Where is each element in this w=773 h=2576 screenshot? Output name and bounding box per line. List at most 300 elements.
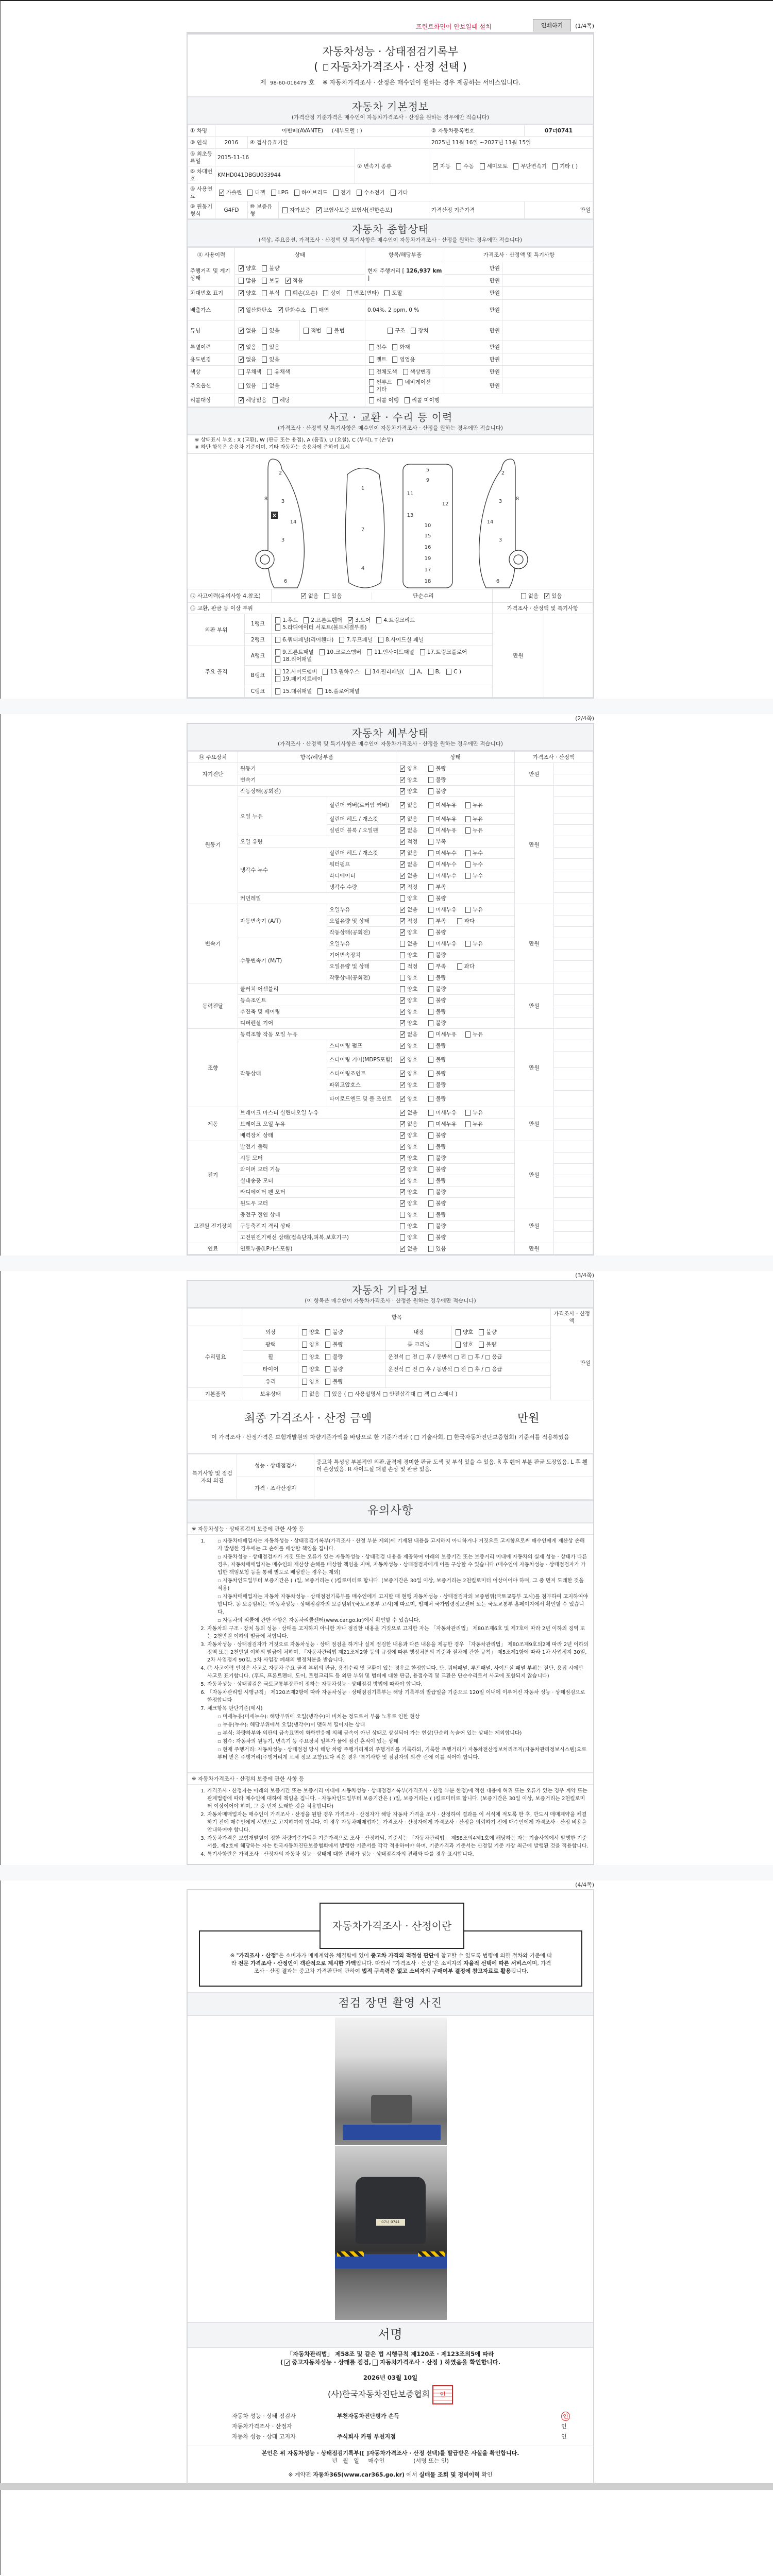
checkbox[interactable] [465,816,470,822]
checkbox-option[interactable] [427,776,446,784]
checkbox[interactable] [285,278,291,284]
checkbox-option[interactable] [293,189,328,196]
checkbox[interactable] [428,941,433,947]
checkbox-option[interactable] [377,636,424,643]
checkbox-option[interactable] [398,1020,417,1027]
checkbox[interactable] [456,1342,461,1348]
checkbox-option[interactable] [464,1109,483,1116]
checkbox-option[interactable] [391,344,410,351]
checkbox-option[interactable] [367,368,397,376]
checkbox[interactable] [316,207,322,213]
checkbox-option[interactable] [364,668,404,675]
checkbox-option[interactable] [398,1008,417,1015]
checkbox[interactable] [428,907,433,913]
checkbox[interactable] [302,1391,307,1397]
checkbox[interactable] [400,1234,405,1241]
checkbox-option[interactable] [427,1223,446,1230]
checkbox[interactable] [271,190,276,196]
checkbox[interactable] [239,265,244,272]
checkbox[interactable] [400,1144,405,1150]
checkbox-option[interactable] [274,668,317,675]
checkbox[interactable] [392,357,397,363]
checkbox[interactable] [339,637,344,643]
checkbox[interactable] [400,1096,405,1102]
checkbox[interactable] [403,369,408,375]
checkbox[interactable] [428,1234,433,1241]
checkbox-option[interactable] [332,189,351,196]
checkbox[interactable] [411,328,416,334]
checkbox[interactable] [262,265,267,272]
checkbox-option[interactable] [427,802,457,809]
checkbox[interactable] [428,1020,433,1026]
checkbox-option[interactable] [324,1341,343,1348]
checkbox-option[interactable] [310,307,329,314]
checkbox-option[interactable] [237,290,256,297]
checkbox[interactable] [275,676,280,682]
checkbox[interactable] [428,963,433,970]
checkbox[interactable] [456,163,461,170]
checkbox[interactable] [320,649,325,655]
checkbox[interactable] [457,963,462,970]
checkbox-option[interactable] [300,1353,320,1361]
checkbox-option[interactable] [383,290,402,297]
checkbox-option[interactable] [427,997,446,1004]
checkbox-option[interactable] [427,788,446,795]
checkbox-option[interactable] [519,592,539,600]
checkbox[interactable] [378,637,383,643]
checkbox-option[interactable] [325,327,344,334]
checkbox-option[interactable] [477,1341,496,1348]
checkbox[interactable] [465,827,470,834]
checkbox-option[interactable] [274,688,312,695]
checkbox-option[interactable] [355,189,385,196]
checkbox[interactable] [239,383,244,389]
checkbox-option[interactable] [367,344,386,351]
price-survey-checkbox[interactable] [323,64,328,71]
checkbox-option[interactable] [398,1177,417,1184]
checkbox-option[interactable] [367,386,386,393]
checkbox[interactable] [400,1212,405,1218]
checkbox-option[interactable] [324,1329,343,1336]
checkbox[interactable] [285,290,291,296]
checkbox-option[interactable] [398,1245,417,1252]
checkbox-option[interactable] [265,368,290,376]
checkbox-option[interactable] [398,788,417,795]
checkbox[interactable] [325,1391,330,1397]
checkbox-option[interactable] [427,895,446,902]
checkbox[interactable] [400,766,405,772]
checkbox-option[interactable] [398,997,417,1004]
checkbox-option[interactable] [401,368,431,376]
checkbox-option[interactable] [427,1200,446,1207]
checkbox[interactable] [405,397,410,403]
checkbox-option[interactable] [464,872,483,879]
checkbox[interactable] [302,1366,307,1372]
checkbox-option[interactable] [276,307,306,314]
checkbox[interactable] [400,1246,405,1252]
checkbox-option[interactable] [398,906,417,913]
checkbox[interactable] [275,688,280,694]
checkbox[interactable] [410,669,415,675]
checkbox[interactable] [365,669,371,675]
checkbox[interactable] [304,617,309,623]
checkbox-option[interactable] [427,1189,446,1196]
checkbox-option[interactable] [398,1189,417,1196]
checkbox[interactable] [428,839,433,845]
checkbox[interactable] [428,1155,433,1161]
checkbox-option[interactable] [398,776,417,784]
checkbox-option[interactable] [464,940,483,947]
checkbox[interactable] [428,986,433,992]
checkbox[interactable] [275,669,280,675]
checkbox[interactable] [428,788,433,794]
checkbox[interactable] [219,190,224,196]
checkbox[interactable] [465,941,470,947]
checkbox-option[interactable] [427,963,446,970]
checkbox-option[interactable] [398,940,417,947]
checkbox-option[interactable] [237,344,256,351]
checkbox-option[interactable] [427,1042,446,1049]
checkbox-option[interactable] [464,802,483,809]
checkbox[interactable] [465,1031,470,1038]
checkbox-option[interactable] [271,397,290,404]
checkbox-option[interactable] [464,850,483,857]
checkbox-option[interactable] [478,163,508,170]
checkbox-option[interactable] [274,656,312,663]
checkbox[interactable] [262,290,267,296]
checkbox-option[interactable] [260,327,279,334]
checkbox-option[interactable] [217,189,242,196]
checkbox[interactable] [267,369,272,375]
checkbox[interactable] [480,163,485,170]
checkbox-option[interactable] [427,986,446,993]
checkbox[interactable] [428,669,433,675]
checkbox[interactable] [262,344,267,350]
checkbox[interactable] [400,941,405,947]
checkbox-option[interactable] [274,649,314,656]
checkbox-option[interactable] [284,290,318,297]
checkbox[interactable] [239,369,244,375]
checkbox[interactable] [428,1132,433,1139]
checkbox[interactable] [428,816,433,822]
checkbox-option[interactable] [398,1166,417,1173]
checkbox[interactable] [376,617,381,623]
checkbox-option[interactable] [270,189,289,196]
checkbox-option[interactable] [375,617,415,624]
checkbox-option[interactable] [456,918,475,925]
checkbox[interactable] [247,190,253,196]
checkbox-option[interactable] [427,940,457,947]
checkbox[interactable] [323,290,328,296]
checkbox[interactable] [325,1342,330,1348]
checkbox[interactable] [302,1329,307,1335]
checkbox[interactable] [465,861,470,868]
checkbox[interactable] [239,328,244,334]
checkbox[interactable] [273,397,278,403]
checkbox-option[interactable] [346,617,371,624]
checkbox-option[interactable] [323,592,342,600]
checkbox[interactable] [428,1144,433,1150]
checkbox-option[interactable] [398,929,417,936]
checkbox[interactable] [400,1031,405,1038]
checkbox-option[interactable] [512,163,547,170]
checkbox-option[interactable] [274,636,333,643]
checkbox[interactable] [479,1342,484,1348]
checkbox-option[interactable] [464,827,483,834]
checkbox[interactable] [325,1329,330,1335]
checkbox[interactable] [400,963,405,970]
checkbox-option[interactable] [315,207,392,214]
checkbox[interactable] [239,397,244,403]
checkbox-option[interactable] [427,1245,446,1252]
checkbox[interactable] [324,593,329,599]
checkbox[interactable] [446,669,451,675]
checkbox-option[interactable] [456,963,475,970]
checkbox-option[interactable] [300,1329,320,1336]
checkbox-option[interactable] [246,189,265,196]
checkbox-option[interactable] [455,163,474,170]
checkbox[interactable] [239,357,244,363]
checkbox-option[interactable] [454,1329,473,1336]
checkbox[interactable] [400,861,405,868]
checkbox-option[interactable] [398,850,417,857]
checkbox[interactable] [400,1082,405,1088]
checkbox[interactable] [369,386,374,393]
car365-link[interactable]: 자동차365(www.car365.go.kr) [313,2471,405,2478]
checkbox[interactable] [400,1223,405,1229]
checkbox[interactable] [323,669,328,675]
checkbox-option[interactable] [398,895,417,902]
checkbox-option[interactable] [403,397,440,404]
checkbox-option[interactable] [237,368,261,376]
checkbox-option[interactable] [398,1109,417,1116]
checkbox-option[interactable] [427,1211,446,1218]
checkbox[interactable] [400,884,405,890]
checkbox-option[interactable] [427,816,457,823]
checkbox-option[interactable] [464,816,483,823]
checkbox[interactable] [325,1379,330,1385]
checkbox-option[interactable] [260,382,279,389]
checkbox-option[interactable] [345,290,379,297]
checkbox[interactable] [400,975,405,981]
checkbox-option[interactable] [398,1070,417,1077]
checkbox-option[interactable] [427,1020,446,1027]
checkbox[interactable] [400,986,405,992]
checkbox[interactable] [275,637,280,643]
checkbox-option[interactable] [367,379,392,386]
checkbox-option[interactable] [427,838,446,845]
checkbox[interactable] [294,190,299,196]
checkbox[interactable] [391,190,396,196]
checkbox[interactable] [400,816,405,822]
checkbox[interactable] [400,1155,405,1161]
checkbox-option[interactable] [427,974,446,981]
checkbox[interactable] [428,861,433,868]
checkbox[interactable] [428,873,433,879]
checkbox-option[interactable] [464,906,483,913]
checkbox[interactable] [428,1057,433,1063]
appraisal-checkbox[interactable] [373,2360,378,2366]
checkbox[interactable] [400,895,405,902]
checkbox-option[interactable] [237,382,256,389]
checkbox[interactable] [278,307,283,313]
checkbox[interactable] [428,1212,433,1218]
checkbox-option[interactable] [324,1378,343,1385]
checkbox-option[interactable] [398,1155,417,1162]
checkbox-option[interactable] [324,1353,343,1361]
checkbox-option[interactable] [391,356,415,363]
checkbox-option[interactable] [367,356,386,363]
checkbox[interactable] [347,290,352,296]
print-button[interactable]: 인쇄하기 [533,19,571,31]
checkbox-option[interactable] [237,277,256,284]
checkbox[interactable] [262,357,267,363]
checkbox-option[interactable] [409,327,428,334]
checkbox-option[interactable] [398,974,417,981]
checkbox-option[interactable] [427,668,441,675]
checkbox[interactable] [392,344,397,350]
checkbox-option[interactable] [427,906,457,913]
checkbox[interactable] [275,624,280,631]
inspection-checkbox[interactable] [284,2360,290,2366]
checkbox-option[interactable] [299,592,318,600]
checkbox[interactable] [311,307,316,313]
checkbox-option[interactable] [398,1056,417,1063]
checkbox-option[interactable] [427,1143,446,1150]
checkbox-option[interactable] [427,765,446,772]
checkbox-option[interactable] [396,379,431,386]
checkbox-option[interactable] [274,675,323,683]
checkbox[interactable] [428,1178,433,1184]
checkbox[interactable] [275,656,280,663]
checkbox[interactable] [400,907,405,913]
checkbox[interactable] [262,328,267,334]
checkbox[interactable] [465,1110,470,1116]
checkbox[interactable] [428,918,433,924]
checkbox[interactable] [428,952,433,958]
checkbox-option[interactable] [260,344,279,351]
checkbox[interactable] [325,1366,330,1372]
checkbox-option[interactable] [408,668,423,675]
checkbox[interactable] [400,1020,405,1026]
checkbox-option[interactable] [274,617,298,624]
checkbox-option[interactable] [398,963,417,970]
checkbox[interactable] [239,344,244,350]
checkbox-option[interactable] [427,1132,446,1139]
checkbox[interactable] [369,357,374,363]
checkbox-option[interactable] [302,327,321,334]
checkbox[interactable] [400,929,405,936]
checkbox-option[interactable] [398,1234,417,1241]
checkbox-option[interactable] [398,1031,417,1038]
checkbox[interactable] [428,929,433,936]
checkbox[interactable] [302,1379,307,1385]
checkbox[interactable] [400,788,405,794]
checkbox-option[interactable] [321,668,359,675]
checkbox-option[interactable] [324,1366,343,1373]
checkbox-option[interactable] [398,1132,417,1139]
checkbox-option[interactable] [398,952,417,959]
checkbox-option[interactable] [260,265,279,272]
checkbox-option[interactable] [300,1378,320,1385]
checkbox[interactable] [400,839,405,845]
checkbox-option[interactable] [551,163,578,170]
checkbox-option[interactable] [427,1155,446,1162]
checkbox[interactable] [400,1057,405,1063]
checkbox[interactable] [400,1121,405,1127]
checkbox-option[interactable] [302,617,342,624]
checkbox[interactable] [400,802,405,808]
checkbox-option[interactable] [427,861,457,868]
checkbox[interactable] [428,1223,433,1229]
checkbox-option[interactable] [398,802,417,809]
checkbox[interactable] [239,278,244,284]
checkbox-option[interactable] [543,592,562,600]
checkbox-option[interactable] [427,1031,457,1038]
checkbox-option[interactable] [237,327,256,334]
checkbox[interactable] [400,777,405,783]
checkbox[interactable] [262,278,267,284]
checkbox[interactable] [239,290,244,296]
checkbox-option[interactable] [367,397,399,404]
checkbox[interactable] [369,344,374,350]
checkbox[interactable] [428,1200,433,1207]
checkbox[interactable] [428,997,433,1004]
checkbox-option[interactable] [427,1109,457,1116]
checkbox-option[interactable] [260,356,279,363]
checkbox[interactable] [400,827,405,834]
checkbox[interactable] [400,873,405,879]
checkbox[interactable] [428,1189,433,1195]
checkbox-option[interactable] [427,918,446,925]
checkbox[interactable] [428,1166,433,1173]
checkbox[interactable] [388,328,393,334]
checkbox[interactable] [400,1166,405,1173]
checkbox[interactable] [369,369,374,375]
checkbox[interactable] [433,163,438,170]
checkbox[interactable] [367,649,372,655]
checkbox-option[interactable] [398,1200,417,1207]
checkbox[interactable] [400,918,405,924]
checkbox-option[interactable] [398,986,417,993]
checkbox[interactable] [239,307,244,313]
checkbox[interactable] [317,688,323,694]
checkbox[interactable] [428,1246,433,1252]
checkbox-option[interactable] [386,327,405,334]
checkbox-option[interactable] [431,163,450,170]
checkbox[interactable] [302,1342,307,1348]
checkbox[interactable] [456,1329,461,1335]
checkbox[interactable] [275,649,280,655]
checkbox[interactable] [384,290,390,296]
checkbox[interactable] [302,1354,307,1360]
checkbox[interactable] [479,1329,484,1335]
checkbox[interactable] [428,1071,433,1077]
checkbox[interactable] [428,850,433,856]
checkbox-option[interactable] [477,1329,496,1336]
checkbox-option[interactable] [427,850,457,857]
checkbox[interactable] [400,1009,405,1015]
checkbox[interactable] [369,379,374,385]
checkbox[interactable] [428,827,433,834]
checkbox-option[interactable] [427,1234,446,1241]
checkbox-option[interactable] [427,1008,446,1015]
checkbox-option[interactable] [237,397,267,404]
checkbox[interactable] [301,593,306,599]
checkbox[interactable] [465,850,470,856]
checkbox-option[interactable] [398,1143,417,1150]
checkbox-option[interactable] [427,1177,446,1184]
